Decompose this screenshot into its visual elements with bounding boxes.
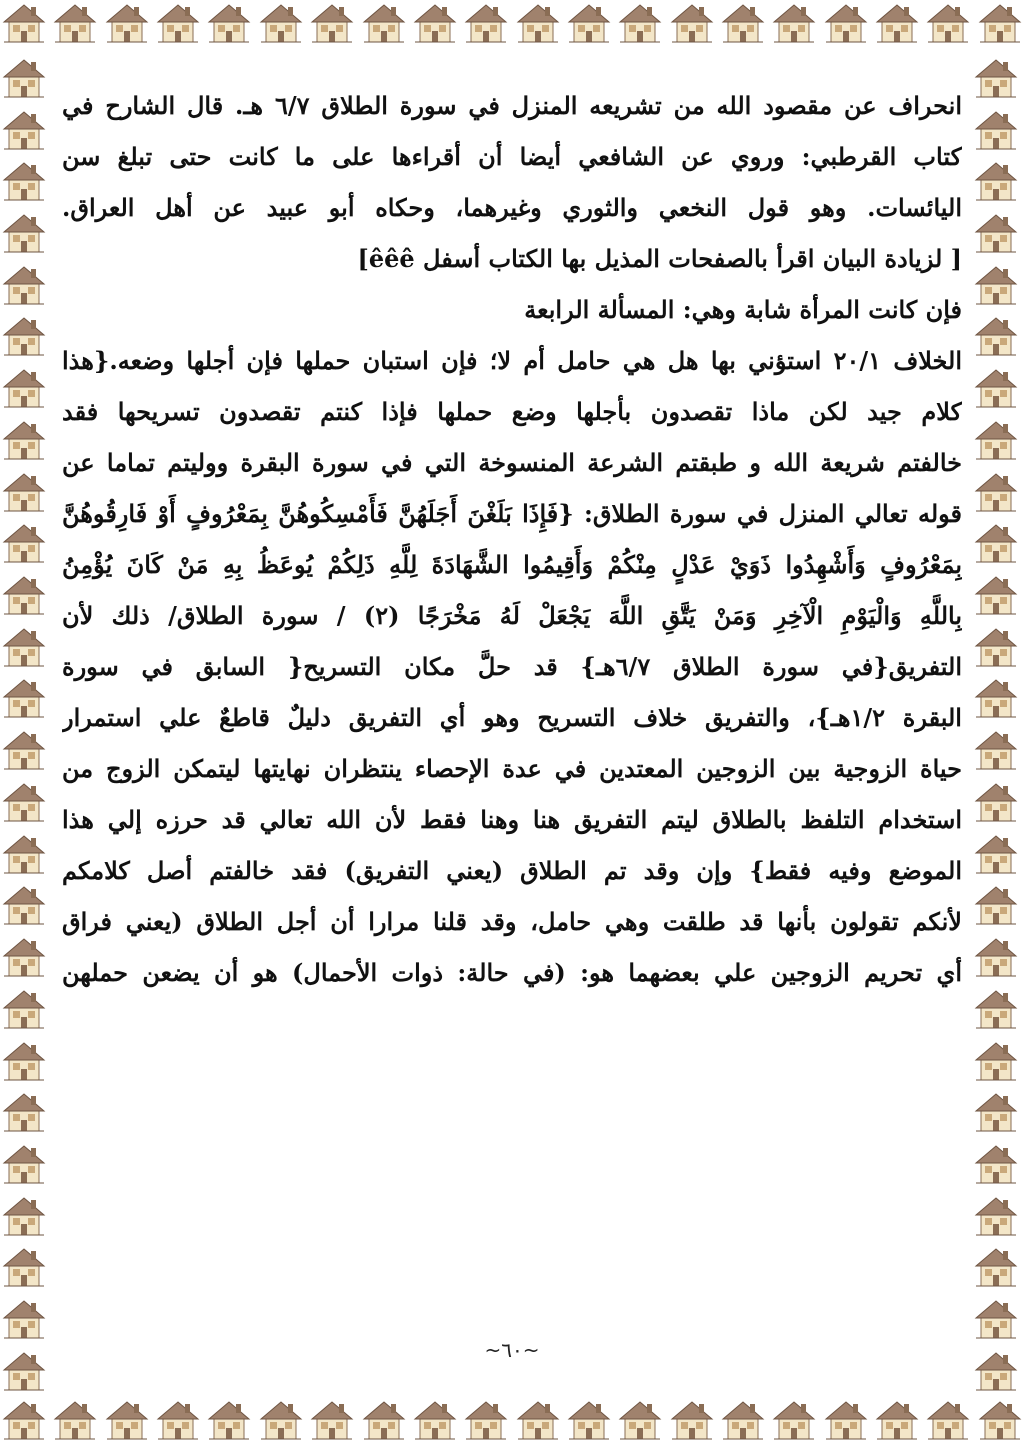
house-icon [0,313,48,359]
house-icon [257,1397,305,1443]
top-border [0,0,1024,52]
house-icon [0,1038,48,1084]
right-border [972,52,1024,1397]
house-icon [0,831,48,877]
text-line: لأنكم تقولون بأنها قد طلقت وهي حامل، وقد قلنا مرارا أن أجل الطلاق (يعني فراق [62,907,962,936]
house-icon [924,1397,972,1443]
house-icon [0,158,48,204]
house-icon [0,727,48,773]
house-icon [0,986,48,1032]
house-icon [103,1397,151,1443]
house-icon [0,934,48,980]
house-icon [972,1141,1020,1187]
text-line: بِاللَّهِ وَالْيَوْمِ الْآخِرِ وَمَنْ يَتَّقِ اللَّهَ يَجْعَلْ لَهُ مَخْرَجًا (٢) / سورة الطلاق/ ذلك لأن [62,601,962,630]
body-text [62,80,962,998]
house-icon [972,55,1020,101]
house-icon [668,1397,716,1443]
house-icon [360,0,408,46]
text-line: قوله تعالي المنزل في سورة الطلاق: {فَإِذَا بَلَغْنَ أَجَلَهُنَّ فَأَمْسِكُوهُنَّ بِمَعْرُوفٍ أَوْ فَارِقُوهُنَّ [62,499,962,528]
house-icon [0,779,48,825]
house-icon [308,0,356,46]
house-icon [0,0,48,46]
house-icon [0,1193,48,1239]
house-icon [565,0,613,46]
left-border [0,52,52,1397]
house-icon [0,675,48,721]
house-icon [972,1089,1020,1135]
house-icon [976,0,1024,46]
house-icon [924,0,972,46]
house-icon [0,469,48,515]
house-icon [972,624,1020,670]
house-icon [668,0,716,46]
house-icon [770,0,818,46]
text-line: استخدام التلفظ بالطلاق ليتم التفريق هنا وهنا فقط لأن الله تعالي قد حرزه إلي هذا [62,805,962,834]
house-icon [972,1038,1020,1084]
house-icon [154,1397,202,1443]
house-icon [972,262,1020,308]
house-icon [822,1397,870,1443]
text-line: بِمَعْرُوفٍ وَأَشْهِدُوا ذَوَيْ عَدْلٍ مِنْكُمْ وَأَقِيمُوا الشَّهَادَةَ لِلَّهِ ذَلِكُمْ يُوعَظُ بِهِ مَنْ كَانَ يُؤْمِنُ [62,550,962,579]
house-icon [154,0,202,46]
house-icon [0,262,48,308]
house-icon [0,624,48,670]
house-icon [972,469,1020,515]
house-icon [0,1244,48,1290]
house-icon [873,0,921,46]
text-line: حياة الزوجية بين الزوجين المعتدين في عدة الإحصاء ينتظران نهايتها ليتمكن الزوج من [62,754,962,783]
house-icon [205,0,253,46]
house-icon [565,1397,613,1443]
house-icon [0,417,48,463]
house-icon [972,417,1020,463]
house-icon [972,831,1020,877]
house-icon [205,1397,253,1443]
house-icon [972,520,1020,566]
house-icon [0,365,48,411]
house-icon [308,1397,356,1443]
bottom-border [0,1397,1024,1449]
house-icon [972,1348,1020,1394]
text-line: كتاب القرطبي: وروي عن الشافعي أيضا أن أقراءها على ما كانت حتى تبلغ سن [62,142,962,171]
text-line: انحراف عن مقصود الله من تشريعه المنزل في سورة الطلاق ٦/٧ هـ. قال الشارح في [62,91,962,120]
text-line: [ لزيادة البيان اقرأ بالصفحات المذيل بها الكتاب أسفل êêê] [357,244,962,273]
house-icon [972,779,1020,825]
house-icon [0,55,48,101]
house-icon [0,1141,48,1187]
house-icon [972,727,1020,773]
house-icon [0,520,48,566]
text-line: خالفتم شريعة الله و طبقتم الشرعة المنسوخة التي في سورة البقرة ووليتم تماما عن [62,448,962,477]
house-icon [514,1397,562,1443]
house-icon [462,1397,510,1443]
house-icon [770,1397,818,1443]
house-icon [972,210,1020,256]
house-icon [972,1193,1020,1239]
house-icon [616,1397,664,1443]
house-icon [462,0,510,46]
text-line: البقرة ١/٢هـ}، والتفريق خلاف التسريح وهو أي التفريق دليلٌ قاطعٌ علي استمرار [62,703,962,732]
house-icon [257,0,305,46]
house-icon [514,0,562,46]
text-line: الموضع وفيه فقط} وإن وقد تم الطلاق (يعني التفريق) فقد خالفتم أصل كلامكم [62,856,962,885]
house-icon [0,107,48,153]
house-icon [0,572,48,618]
house-icon [360,1397,408,1443]
text-line: الخلاف ٢٠/١ استؤني بها هل هي حامل أم لا؛ فإن استبان حملها فإن أجلها وضعه.{هذا [62,346,962,375]
house-icon [411,1397,459,1443]
house-icon [822,0,870,46]
house-icon [0,1089,48,1135]
text-line: كلام جيد لكن ماذا تقصدون بأجلها وضع حملها فإذا كنتم تقصدون تسريحها فقد [62,397,962,426]
house-icon [0,882,48,928]
house-icon [972,572,1020,618]
house-icon [0,1296,48,1342]
house-icon [0,210,48,256]
house-icon [719,0,767,46]
house-icon [0,1397,48,1443]
house-icon [972,675,1020,721]
house-icon [0,1348,48,1394]
house-icon [719,1397,767,1443]
text-line: فإن كانت المرأة شابة وهي: المسألة الرابعة [524,295,962,324]
house-icon [972,986,1020,1032]
text-line: اليائسات. وهو قول النخعي والثوري وغيرهما، وحكاه أبو عبيد عن أهل العراق. [62,193,962,222]
text-line: أي تحريم الزوجين علي بعضهما هو: (في حالة: ذوات الأحمال) هو أن يضعن حملهن [62,958,962,987]
house-icon [972,365,1020,411]
house-icon [51,0,99,46]
house-icon [972,1244,1020,1290]
house-icon [976,1397,1024,1443]
house-icon [972,1296,1020,1342]
house-icon [972,934,1020,980]
house-icon [873,1397,921,1443]
house-icon [411,0,459,46]
house-icon [972,107,1020,153]
house-icon [616,0,664,46]
page-content [62,80,962,1370]
text-line: التفريق{في سورة الطلاق ٦/٧هـ} قد حلَّ مكان التسريح{ السابق في سورة [62,652,962,681]
house-icon [972,313,1020,359]
house-icon [51,1397,99,1443]
house-icon [103,0,151,46]
house-icon [972,158,1020,204]
house-icon [972,882,1020,928]
page-number: ~٦٠~ [484,1338,540,1362]
